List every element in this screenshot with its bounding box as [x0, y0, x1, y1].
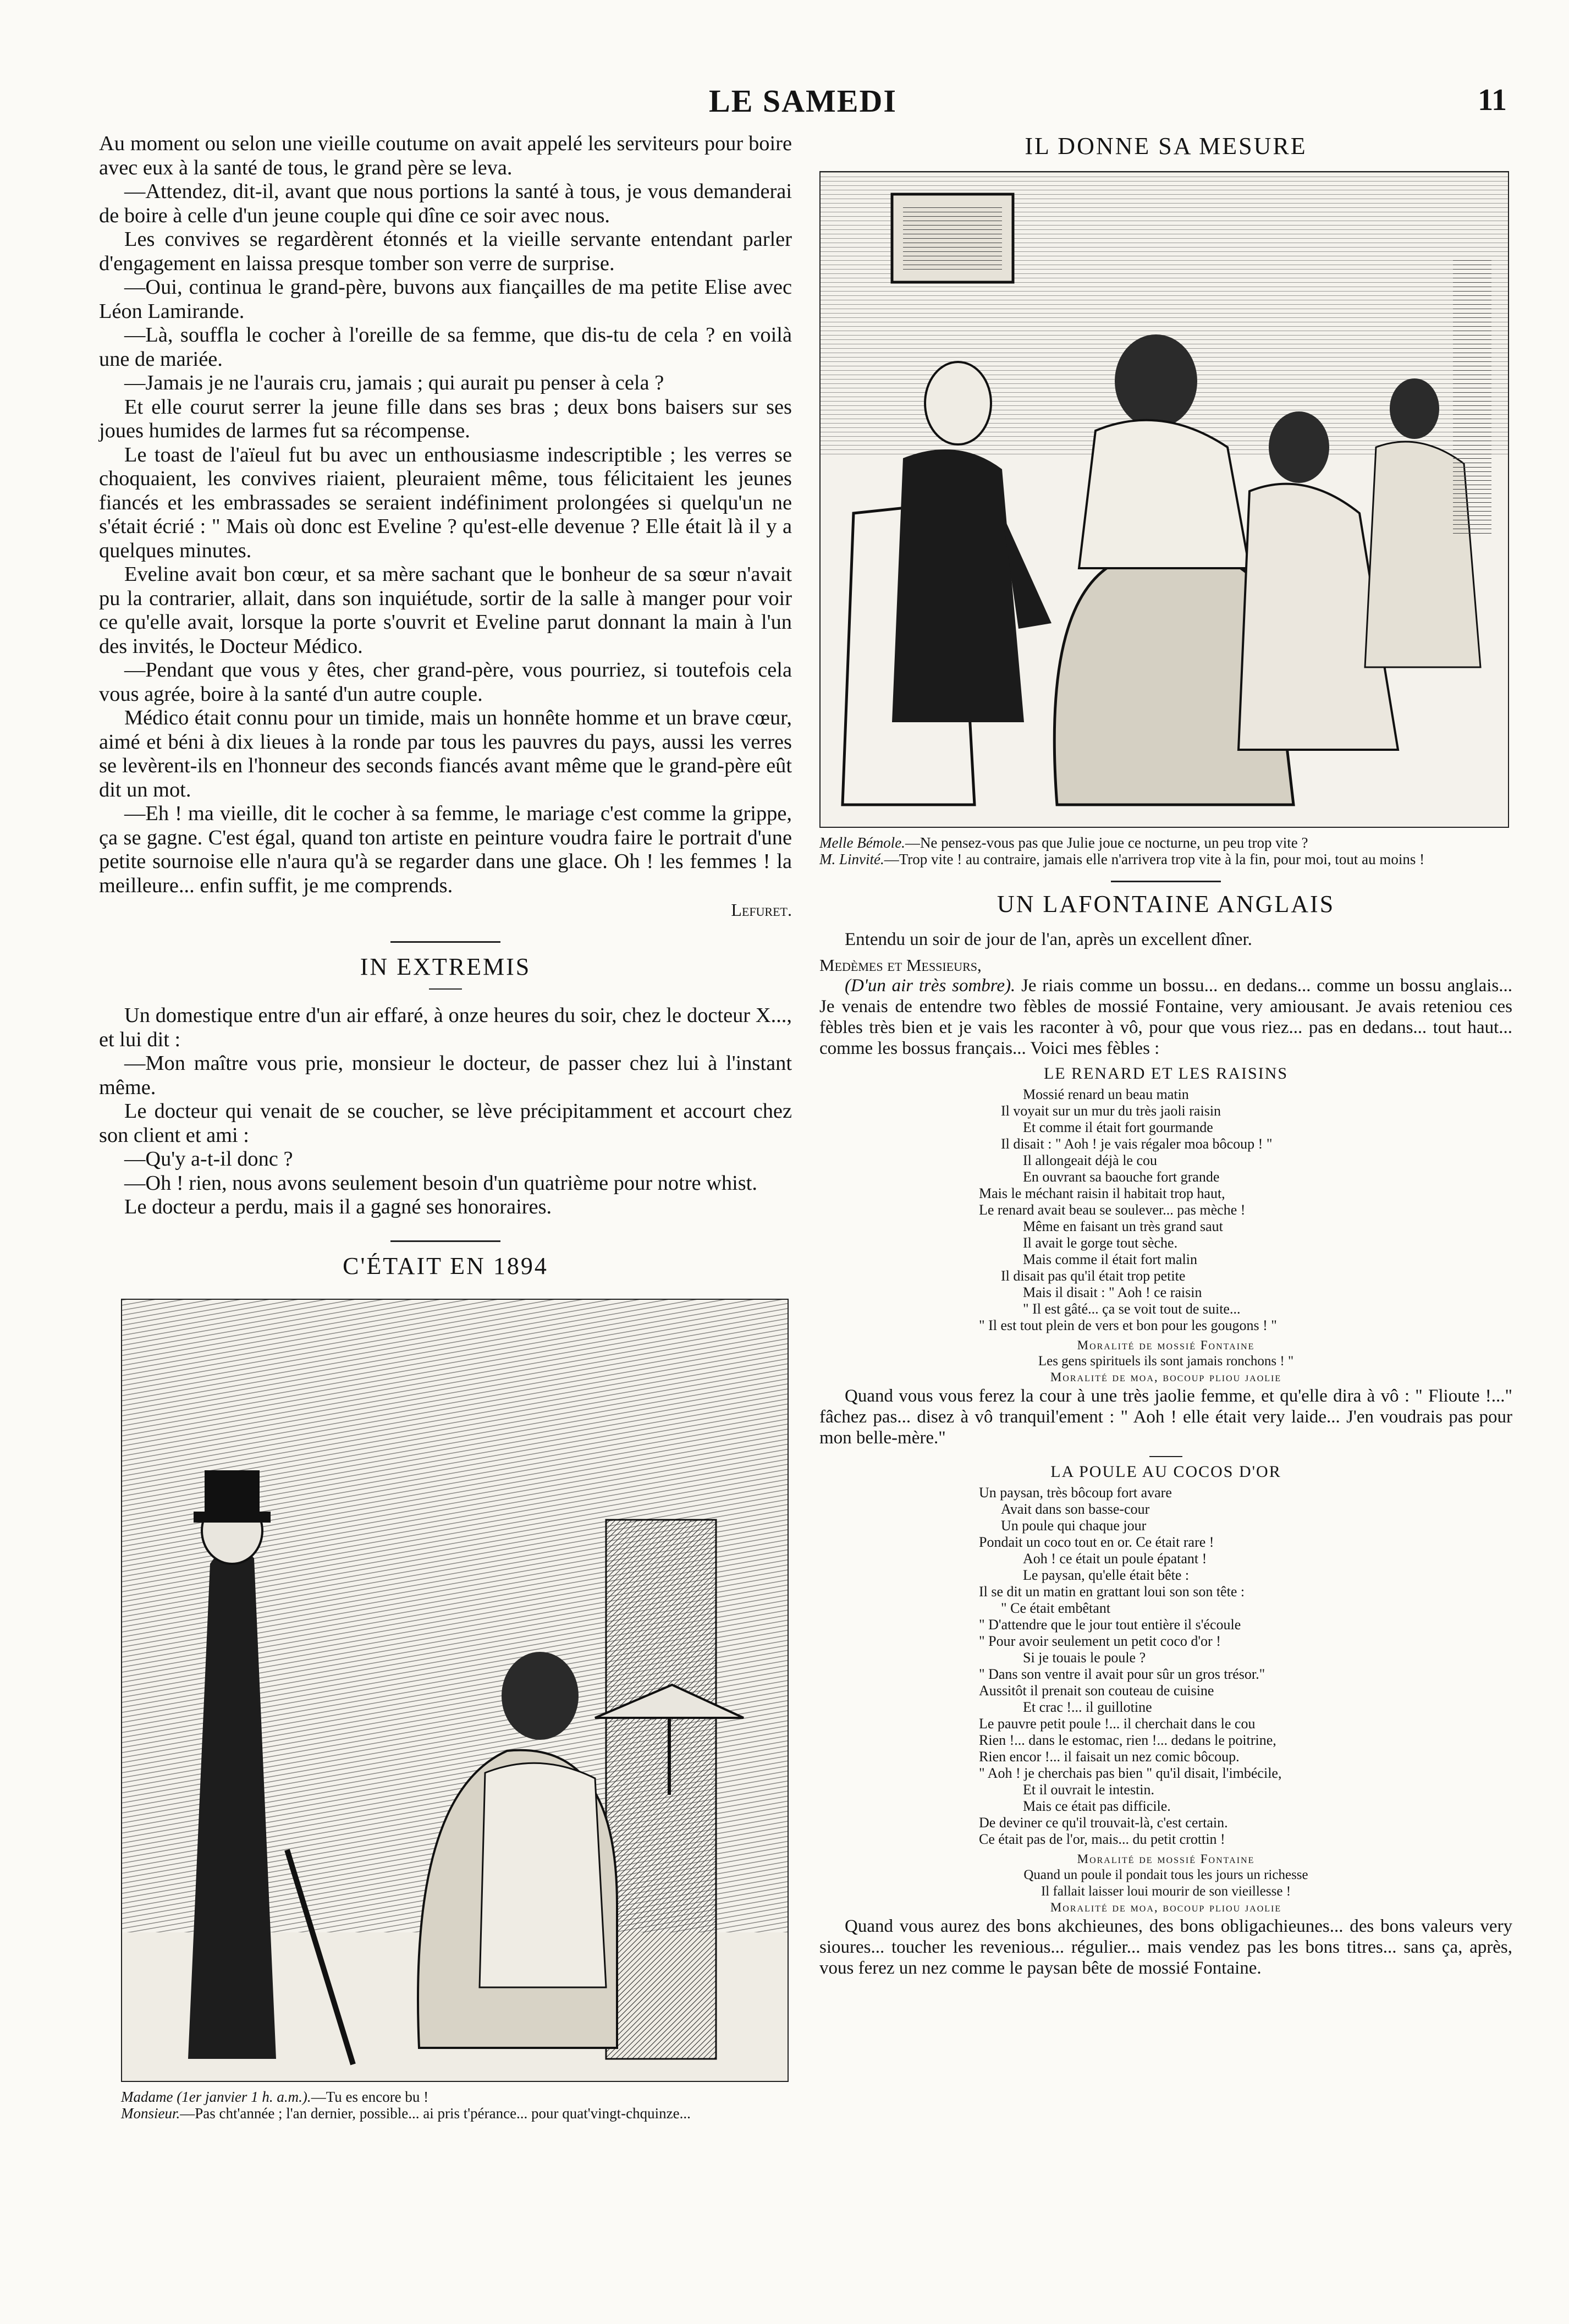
story-paragraph: Eveline avait bon cœur, et sa mère sachant que le bonheur de sa sœur n'avait pu la contrarier, allait, dans son inquiétude, sortir de la salle à manger pour voir ce qu'elle avait, lorsque la porte s'ouvrit et Eveline parut donnant la main à l'un des invités, le Docteur Médico.	[99, 563, 792, 658]
verse-line: Mossié renard un beau matin	[1023, 1086, 1189, 1102]
verse-line: Un poule qui chaque jour	[1001, 1518, 1147, 1534]
section-divider	[390, 1240, 500, 1242]
section-divider	[390, 941, 500, 943]
article-title-lafontaine: UN LAFONTAINE ANGLAIS	[997, 891, 1335, 917]
story-paragraph: Le toast de l'aïeul fut bu avec un enthousiasme indescriptible ; les verres se choquaient, les convives riaient, pleuraient même, tous félicitaient les jeunes fiancés et les embrassades se seraient indéfiniment prolongées si quelqu'un ne s'était écrié : " Mais où donc est Eveline ? qu'est-elle devenue ? Elle était là il y a quelques minutes.	[99, 443, 792, 562]
verse-line: " Il est tout plein de vers et bon pour les gougons ! "	[979, 1317, 1277, 1333]
verse-line: Il allongeait déjà le cou	[1023, 1152, 1158, 1168]
moral-title: Moralité de mossié Fontaine	[1077, 1852, 1255, 1866]
verse-line: Mais ce était pas difficile.	[1023, 1798, 1171, 1814]
verse-line: Et crac !... il guillotine	[1023, 1699, 1152, 1715]
section-divider	[1111, 881, 1221, 882]
moral-line: Les gens spirituels ils sont jamais ronchons ! "	[1038, 1354, 1294, 1369]
newspaper-title: LE SAMEDI	[709, 83, 897, 119]
story-continuation	[99, 132, 792, 920]
verse-line: Rien encor !... il faisait un nez comic bôcoup.	[979, 1749, 1240, 1765]
cartoon-title-1894: C'ÉTAIT EN 1894	[343, 1252, 548, 1279]
verse-line: " Aoh ! je cherchais pas bien " qu'il disait, l'imbécile,	[979, 1765, 1282, 1781]
verse-line: Il disait pas qu'il était trop petite	[1001, 1268, 1186, 1284]
engraving-drawing	[122, 1300, 788, 2081]
extremis-paragraph: —Oh ! rien, nous avons seulement besoin d'un quatrième pour notre whist.	[124, 1171, 757, 1195]
verse-line: Pondait un coco tout en or. Ce était rare !	[979, 1534, 1214, 1550]
article-lafontaine	[819, 929, 1512, 1979]
speech-tone: (D'un air très sombre).	[845, 976, 1016, 996]
article-intro: Entendu un soir de jour de l'an, après un excellent dîner.	[845, 930, 1252, 949]
moral-title: Moralité de moa, bocoup pliou jaolie	[1050, 1370, 1282, 1384]
verse-line: Aoh ! ce était un poule épatant !	[1023, 1551, 1207, 1567]
verse-line: Il voyait sur un mur du très jaoli raisin	[1001, 1103, 1221, 1119]
story-paragraph: Les convives se regardèrent étonnés et la vieille servante entendant parler d'engagement en laissa presque tomber son verre de surprise.	[99, 228, 792, 275]
moral-title: Moralité de mossié Fontaine	[1077, 1338, 1255, 1352]
verse-line: Le pauvre petit poule !... il cherchait dans le cou	[979, 1716, 1256, 1732]
extremis-paragraph: Un domestique entre d'un air effaré, à onze heures du soir, chez le docteur X..., et lui dit :	[99, 1004, 792, 1051]
title-underline	[429, 988, 462, 990]
fable-verse	[979, 1485, 1512, 1848]
verse-line: Il se dit un matin en grattant loui son son tête :	[979, 1584, 1245, 1600]
verse-line: Mais comme il était fort malin	[1023, 1251, 1197, 1267]
story-paragraph: —Pendant que vous y êtes, cher grand-père, vous pourriez, si toutefois cela vous agrée, boire à la santé d'un autre couple.	[99, 658, 792, 706]
verse-line: Même en faisant un très grand saut	[1023, 1218, 1223, 1234]
cartoon-illustration-mesure	[819, 171, 1509, 828]
address: Medèmes et Messieurs,	[819, 955, 982, 975]
verse-line: Rien !... dans le estomac, rien !... dedans le poitrine,	[979, 1732, 1276, 1748]
fable-commentary: Quand vous aurez des bons akchieunes, des bons obligachieunes... des bons valeurs very sioures... toucher les revenious... régulier... mais vendez pas les bons titres... sans ça, après, vous ferez un nez comme le paysan bête de mossié Fontaine.	[819, 1916, 1512, 1978]
fable-title: LA POULE AU COCOS D'OR	[1050, 1463, 1281, 1481]
fable-commentary: Quand vous vous ferez la cour à une très jaolie femme, et qu'elle dira à vô : " Flioute !..." fâchez pas... disez à vô tranquil'ement : " Aoh ! elle était very laide... J'en voudrais pas pour mon belle-mère."	[819, 1386, 1512, 1448]
article-extremis	[99, 1004, 792, 1219]
moral-line: Quand un poule il pondait tous les jours un richesse	[1023, 1867, 1308, 1882]
verse-line: Il avait le gorge tout sèche.	[1023, 1235, 1178, 1251]
caption-speaker: Monsieur.	[121, 2105, 180, 2122]
caption-speaker: Melle Bémole.	[819, 834, 905, 851]
extremis-paragraph: Le docteur qui venait de se coucher, se lève précipitamment et accourt chez son client et ami :	[99, 1100, 792, 1147]
cartoon-caption-1894	[121, 2089, 786, 2122]
extremis-paragraph: Le docteur a perdu, mais il a gagné ses honoraires.	[124, 1195, 552, 1218]
section-divider	[1149, 1456, 1182, 1457]
extremis-paragraph: —Qu'y a-t-il donc ?	[124, 1147, 293, 1171]
cartoon-illustration-1894	[121, 1299, 789, 2082]
verse-line: " Il est gâté... ça se voit tout de suite...	[1023, 1301, 1241, 1317]
cartoon-caption-mesure	[819, 834, 1512, 867]
verse-line: Le paysan, qu'elle était bête :	[1023, 1567, 1190, 1583]
story-paragraph: —Là, souffla le cocher à l'oreille de sa femme, que dis-tu de cela ? en voilà une de mariée.	[99, 323, 792, 371]
article-title-extremis: IN EXTREMIS	[360, 953, 531, 980]
extremis-paragraph: —Mon maître vous prie, monsieur le docteur, de passer chez lui à l'instant même.	[99, 1052, 792, 1099]
fable-title: LE RENARD ET LES RAISINS	[1043, 1064, 1289, 1083]
caption-speaker: Madame (1er janvier 1 h. a.m.).	[121, 2088, 311, 2105]
verse-line: Et comme il était fort gourmande	[1023, 1119, 1213, 1135]
cartoon-title-mesure: IL DONNE SA MESURE	[1025, 133, 1307, 160]
moral-title: Moralité de moa, bocoup pliou jaolie	[1050, 1900, 1282, 1914]
verse-line: " Ce était embêtant	[1001, 1600, 1111, 1616]
verse-line: " D'attendre que le jour tout entière il s'écoule	[979, 1617, 1241, 1633]
speech-text: Je riais comme un bossu... en dedans... comme un bossu anglais... Je venais de entendre two fèbles de mossié Fontaine, very amiousant. Je avais reteniou ces fèbles très bien et je vais les raconter à vô, pour que vous riez... pas en dedans... tout haut... comme les bossus français... Voici mes fèbles :	[819, 976, 1512, 1058]
moral-line: Il fallait laisser loui mourir de son vieillesse !	[1041, 1884, 1291, 1899]
verse-line: Si je touais le poule ?	[1023, 1650, 1146, 1666]
story-paragraph: —Oui, continua le grand-père, buvons aux fiançailles de ma petite Elise avec Léon Lamirande.	[99, 276, 792, 323]
story-paragraph: —Eh ! ma vieille, dit le cocher à sa femme, le mariage c'est comme la grippe, ça se gagne. C'est égal, quand ton artiste en peinture voudra faire le portrait d'une petite sournoise elle n'aura qu'à se regarder dans une glace. Oh ! les femmes ! la meilleure... enfin suffit, je me comprends.	[99, 802, 792, 897]
verse-line: Mais le méchant raisin il habitait trop haut,	[979, 1185, 1225, 1201]
page-number: 11	[1478, 83, 1507, 117]
engraving-drawing	[821, 172, 1508, 827]
verse-line: Aussitôt il prenait son couteau de cuisine	[979, 1683, 1214, 1699]
fable-verse	[979, 1086, 1512, 1334]
author-signature: Lefuret.	[731, 900, 792, 920]
story-paragraph: Au moment ou selon une vieille coutume on avait appelé les serviteurs pour boire avec eux à la santé de tous, le grand père se leva.	[99, 132, 792, 179]
story-paragraph: Et elle courut serrer la jeune fille dans ses bras ; deux bons baisers sur ses joues humides de larmes fut sa récompense.	[99, 395, 792, 442]
story-paragraph: —Attendez, dit-il, avant que nous portions la santé à tous, je vous demanderai de boire à celle d'un jeune couple qui dîne ce soir avec nous.	[99, 180, 792, 227]
verse-line: Un paysan, très bôcoup fort avare	[979, 1485, 1172, 1501]
caption-dialogue: —Ne pensez-vous pas que Julie joue ce nocturne, un peu trop vite ?	[905, 834, 1308, 851]
verse-line: " Pour avoir seulement un petit coco d'or !	[979, 1633, 1221, 1649]
verse-line: Ce était pas de l'or, mais... du petit crottin !	[979, 1831, 1225, 1847]
verse-line: De deviner ce qu'il trouvait-là, c'est certain.	[979, 1815, 1228, 1831]
verse-line: " Dans son ventre il avait pour sûr un gros trésor."	[979, 1666, 1265, 1682]
verse-line: Mais il disait : " Aoh ! ce raisin	[1023, 1284, 1202, 1300]
story-paragraph: —Jamais je ne l'aurais cru, jamais ; qui aurait pu penser à cela ?	[124, 371, 664, 394]
verse-line: Il disait : " Aoh ! je vais régaler moa bôcoup ! "	[1001, 1136, 1273, 1152]
caption-dialogue: —Pas cht'année ; l'an dernier, possible... ai pris t'pérance... pour quat'vingt-chquinze...	[180, 2105, 691, 2122]
caption-speaker: M. Linvité.	[819, 851, 884, 867]
page-header	[99, 83, 1507, 121]
verse-line: En ouvrant sa baouche fort grande	[1023, 1169, 1220, 1185]
right-column	[819, 132, 1512, 1979]
verse-line: Avait dans son basse-cour	[1001, 1501, 1150, 1517]
verse-line: Et il ouvrait le intestin.	[1023, 1782, 1155, 1798]
left-column	[99, 132, 792, 2122]
story-paragraph: Médico était connu pour un timide, mais un honnête homme et un brave cœur, aimé et béni à dix lieues à la ronde par tous les pauvres du pays, aussi les verres se levèrent-ils en l'honneur des seconds fiancés avant même que le grand-père eût dit un mot.	[99, 706, 792, 801]
caption-dialogue: —Trop vite ! au contraire, jamais elle n'arrivera trop vite à la fin, pour moi, tout au moins !	[884, 851, 1425, 867]
verse-line: Le renard avait beau se soulever... pas mèche !	[979, 1202, 1246, 1218]
caption-dialogue: —Tu es encore bu !	[311, 2088, 429, 2105]
